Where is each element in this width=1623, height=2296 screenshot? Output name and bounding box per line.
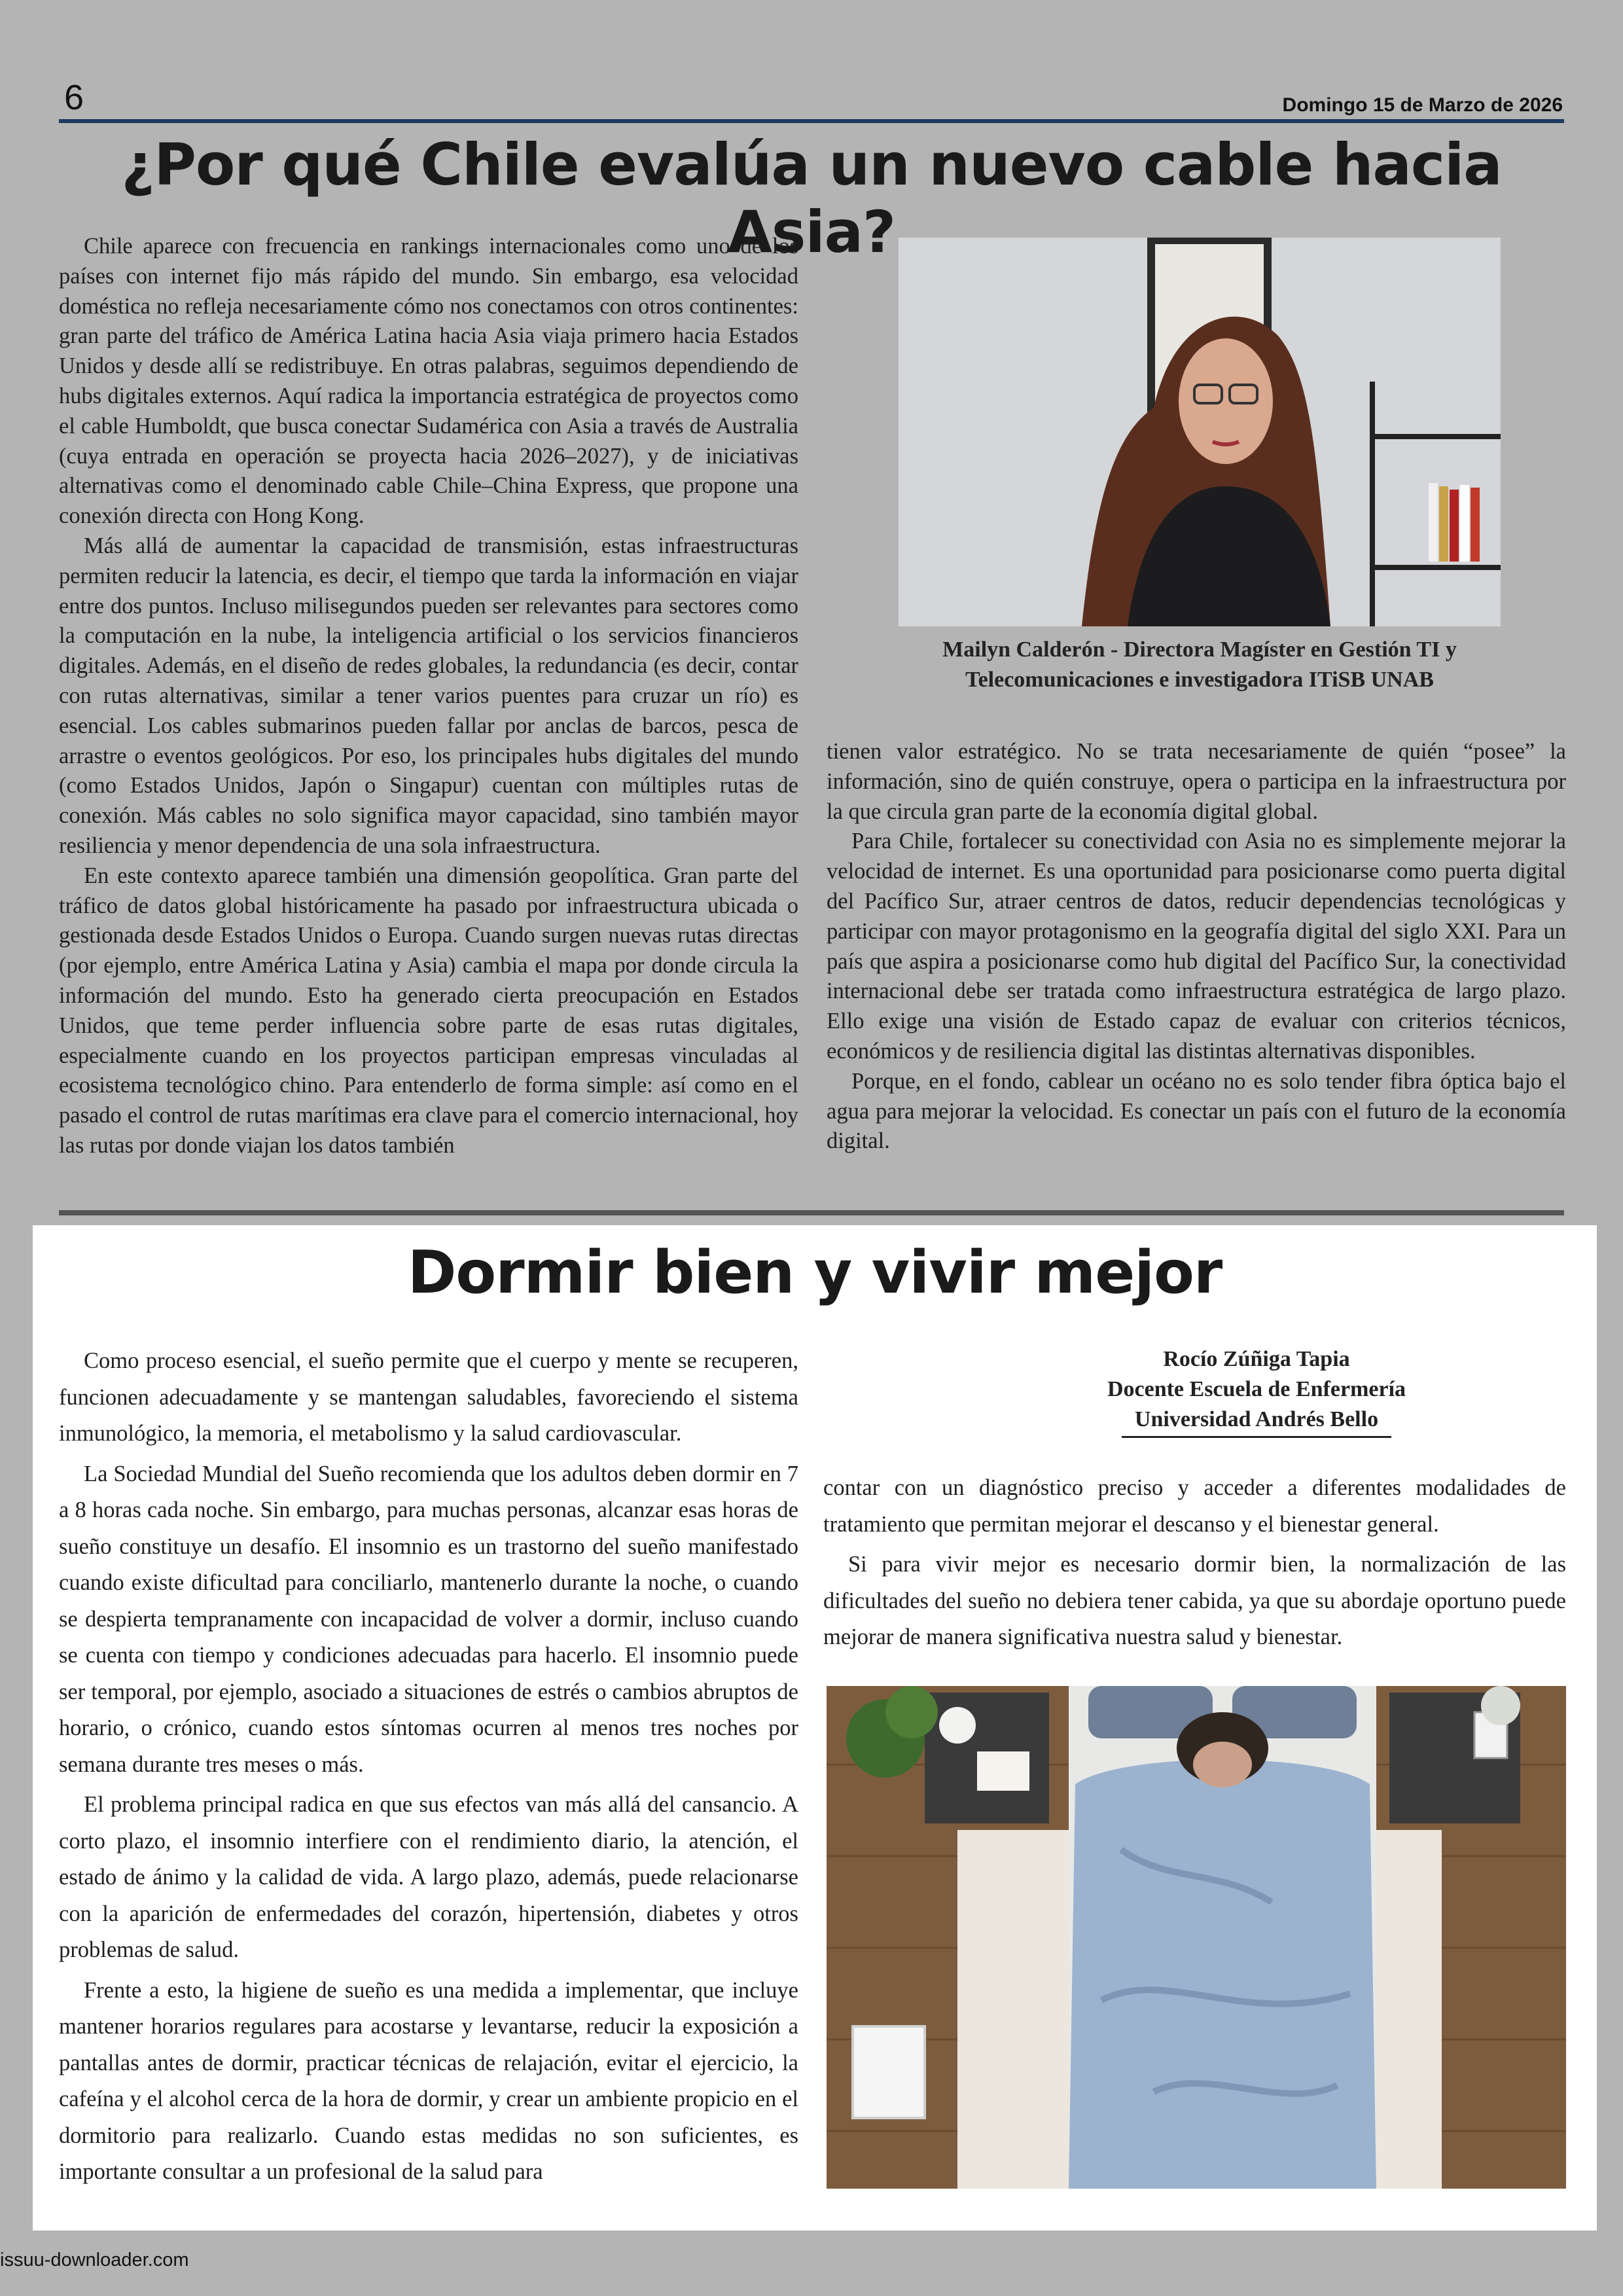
article1-left-column [59,232,798,1161]
header-rule [59,119,1564,123]
author-name: Rocío Zúñiga Tapia [1163,1347,1350,1371]
article1-paragraph: Porque, en el fondo, cablear un océano no es solo tender fibra óptica bajo el agua para mejorar la velocidad. Es conectar un país con el futuro de la economía digital. [827,1068,1566,1154]
article2-paragraph: El problema principal radica en que sus efectos van más allá del cansancio. A corto plazo, el insomnio interfiere con el rendimiento diario, la atención, el estado de ánimo y la calidad de vida. A largo plazo, además, puede relacionarse con la aparición de enfermedades del corazón, hipertensión, diabetes y otros problemas de salud. [59,1792,798,1962]
issue-date: Domingo 15 de Marzo de 2026 [1282,94,1563,116]
photo-caption [827,635,1573,695]
author-role: Docente Escuela de Enfermería [1107,1377,1406,1401]
article2-headline: Dormir bien y vivir mejor [407,1238,1222,1307]
photo-caption-line: Telecomunicaciones e investigadora ITiSB UNAB [965,668,1434,692]
article1-paragraph: En este contexto aparece también una dimensión geopolítica. Gran parte del tráfico de datos global históricamente ha pasado por infraestructura ubicada o gestionada desde Estados Unidos o Europa. Cuando surgen nuevas rutas directas (por ejemplo, entre América Latina y Asia) cambia el mapa por donde circula la información del mundo. Esto ha generado cierta preocupación en Estados Unidos, que teme perder influencia sobre parte de esas rutas digitales, especialmente cuando en los proyectos participan empresas vinculadas al ecosistema tecnológico chino. Para entenderlo de forma simple: así como en el pasado el control de rutas marítimas era clave para el comercio internacional, hoy las rutas por donde viajan los datos también [59,863,798,1158]
author-portrait-photo [899,238,1501,626]
author-institution: Universidad Andrés Bello [1122,1405,1391,1438]
article1-paragraph: Más allá de aumentar la capacidad de transmisión, estas infraestructuras permiten reducir la latencia, es decir, el tiempo que tarda la información en viajar entre dos puntos. Incluso milisegundos pueden ser relevantes para sectores como la computación en la nube, la inteligencia artificial o los servicios financieros digitales. Además, en el diseño de redes globales, la redundancia (es decir, contar con rutas alternativas, similar a tener varios puentes para cruzar un río) es esencial. Los cables submarinos pueden fallar por anclas de barcos, pesca de arrastre o eventos geológicos. Por eso, los principales hubs digitales del mundo (como Estados Unidos, Japón o Singapur) cuentan con múltiples rutas de conexión. Más cables no solo significa mayor capacidad, sino también mayor resiliencia y menor dependencia de una sola infraestructura. [59,533,798,858]
article1-headline: ¿Por qué Chile evalúa un nuevo cable hacia Asia? [121,131,1502,266]
bedroom-photo [827,1686,1566,2189]
photo-caption-line: Mailyn Calderón - Directora Magíster en Gestión TI y [942,637,1457,662]
article2-paragraph: Frente a esto, la higiene de sueño es una medida a implementar, que incluye mantener horarios regulares para acostarse y levantarse, reducir la exposición a pantallas antes de dormir, practicar técnicas de relajación, evitar el ejercicio, la cafeína y el alcohol cerca de la hora de dormir, y crear un ambiente propicio en el dormitorio para realizarlo. Cuando estas medidas no son suficientes, es importante consultar a un profesional de la salud para [59,1977,798,2184]
author-byline [982,1344,1531,1438]
article2-paragraph: Como proceso esencial, el sueño permite que el cuerpo y mente se recuperen, funcionen adecuadamente y se mantengan saludables, favoreciendo el sistema inmunológico, la memoria, el metabolismo y la salud cardiovascular. [59,1348,798,1446]
article2-paragraph: Si para vivir mejor es necesario dormir bien, la normalización de las dificultades del sueño no debiera tener cabida, ya que su abordaje oportuno puede mejorar de manera significativa nuestra salud y bienestar. [823,1552,1566,1649]
watermark-text: issuu-downloader.com [0,2250,189,2270]
article1-paragraph: tienen valor estratégico. No se trata necesariamente de quién “posee” la información, sino de quién construye, opera o participa en la infraestructura por la que circula gran parte de la economía digital global. [827,739,1566,824]
article1-paragraph: Chile aparece con frecuencia en rankings internacionales como uno de los países con internet fijo más rápido del mundo. Sin embargo, esa velocidad doméstica no refleja necesariamente cómo nos conectamos con otros continentes: gran parte del tráfico de América Latina hacia Asia viaja primero hacia Estados Unidos y desde allí se redistribuye. En otras palabras, seguimos dependiendo de hubs digitales externos. Aquí radica la importancia estratégica de proyectos como el cable Humboldt, que busca conectar Sudamérica con Asia a través de Australia (cuya entrada en operación se proyecta hacia 2026–2027), y de iniciativas alternativas como el denominado cable Chile–China Express, que propone una conexión directa con Hong Kong. [59,234,798,529]
article1-right-column [827,737,1566,1157]
page-number: 6 [64,78,84,117]
article2-paragraph: contar con un diagnóstico preciso y acceder a diferentes modalidades de tratamiento que permitan mejorar el descanso y el bienestar general. [823,1475,1566,1537]
article1-paragraph: Para Chile, fortalecer su conectividad con Asia no es simplemente mejorar la velocidad de internet. Es una oportunidad para posicionarse como puerta digital del Pacífico Sur, atraer centros de datos, reducir dependencias tecnológicas y participar con mayor protagonismo en la geografía digital del siglo XXI. Para un país que aspira a posicionarse como hub digital del Pacífico Sur, la conectividad internacional debe ser tratada como infraestructura estratégica de largo plazo. Ello exige una visión de Estado capaz de evaluar con criterios técnicos, económicos y de resiliencia digital las distintas alternativas disponibles. [827,829,1566,1064]
article2-left-column [59,1343,798,2191]
article2-right-column [823,1470,1566,1656]
section-divider [59,1210,1564,1215]
article2-paragraph: La Sociedad Mundial del Sueño recomienda que los adultos deben dormir en 7 a 8 horas cada noche. Sin embargo, para muchas personas, alcanzar esas horas de sueño constituye un desafío. El insomnio es un trastorno del sueño manifestado cuando existe dificultad para conciliarlo, mantenerlo durante la noche, o cuando se despierta tempranamente con incapacidad de volver a dormir, incluso cuando se cuenta con tiempo y condiciones adecuadas para hacerlo. El insomnio puede ser temporal, por ejemplo, asociado a situaciones de estrés o cambios abruptos de horario, o crónico, cuando estos síntomas ocurren al menos tres noches por semana durante tres meses o más. [59,1461,798,1777]
